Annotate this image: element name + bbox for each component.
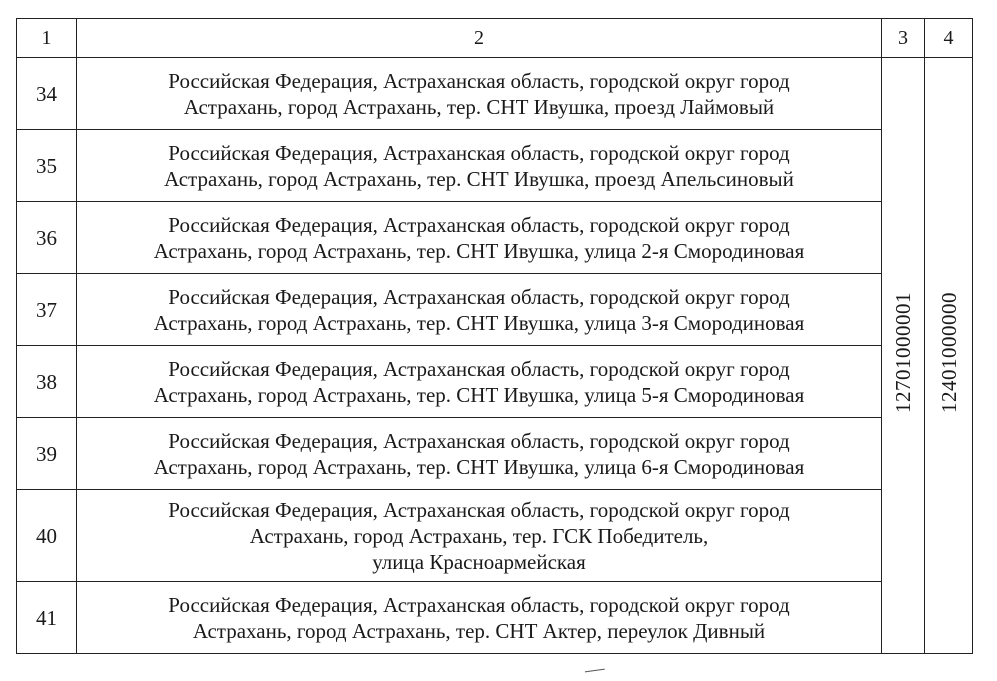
address-cell: [77, 130, 882, 202]
header-col-3: 3: [882, 19, 925, 58]
address-line-3: улица Красноармейская: [372, 549, 586, 574]
table-row: [17, 490, 973, 582]
address-line-2: Астрахань, город Астрахань, тер. СНТ Ивушка, улица 3-я Смородиновая: [153, 310, 805, 335]
table-row: [17, 418, 973, 490]
address-line-1: Российская Федерация, Астраханская область, городской округ город: [168, 212, 790, 237]
address-cell: [77, 346, 882, 418]
col4-code-cell: [925, 58, 973, 654]
address-cell: [77, 418, 882, 490]
address-line-1: Российская Федерация, Астраханская область, городской округ город: [168, 68, 790, 93]
address-line-2: Астрахань, город Астрахань, тер. СНТ Ивушка, улица 2-я Смородиновая: [153, 238, 805, 263]
address-table: [16, 18, 973, 654]
scan-artifact-mark: [585, 669, 605, 675]
row-number: 36: [17, 202, 77, 274]
row-number: 34: [17, 58, 77, 130]
row-number: 40: [17, 490, 77, 582]
address-cell: [77, 202, 882, 274]
row-number: 35: [17, 130, 77, 202]
header-col-1: 1: [17, 19, 77, 58]
address-cell: [77, 274, 882, 346]
address-line-2: Астрахань, город Астрахань, тер. СНТ Ивушка, проезд Лаймовый: [183, 94, 775, 119]
address-line-2: Астрахань, город Астрахань, тер. СНТ Актер, переулок Дивный: [192, 618, 766, 643]
address-line-2: Астрахань, город Астрахань, тер. СНТ Ивушка, проезд Апельсиновый: [164, 166, 794, 191]
table-row: [17, 202, 973, 274]
address-line-1: Российская Федерация, Астраханская область, городской округ город: [168, 497, 790, 522]
header-col-2: 2: [77, 19, 882, 58]
address-line-1: Российская Федерация, Астраханская область, городской округ город: [168, 140, 790, 165]
table-row: [17, 582, 973, 654]
header-row: [17, 19, 973, 58]
table-row: [17, 346, 973, 418]
address-line-1: Российская Федерация, Астраханская область, городской округ город: [168, 592, 790, 617]
address-line-1: Российская Федерация, Астраханская область, городской округ город: [168, 284, 790, 309]
address-cell: [77, 582, 882, 654]
address-line-2: Астрахань, город Астрахань, тер. СНТ Ивушка, улица 6-я Смородиновая: [153, 454, 805, 479]
table-row: [17, 274, 973, 346]
row-number: 38: [17, 346, 77, 418]
header-col-4: 4: [925, 19, 973, 58]
table-row: [17, 130, 973, 202]
col4-code: 12401000000: [936, 292, 961, 413]
address-cell: [77, 490, 882, 582]
row-number: 37: [17, 274, 77, 346]
address-cell: [77, 58, 882, 130]
address-line-2: Астрахань, город Астрахань, тер. СНТ Ивушка, улица 5-я Смородиновая: [153, 382, 805, 407]
row-number: 39: [17, 418, 77, 490]
address-line-2: Астрахань, город Астрахань, тер. ГСК Победитель,: [249, 523, 709, 548]
address-line-1: Российская Федерация, Астраханская область, городской округ город: [168, 356, 790, 381]
col3-code-cell: [882, 58, 925, 654]
col3-code: 12701000001: [891, 292, 915, 413]
table-row: [17, 58, 973, 130]
row-number: 41: [17, 582, 77, 654]
address-line-1: Российская Федерация, Астраханская область, городской округ город: [168, 428, 790, 453]
